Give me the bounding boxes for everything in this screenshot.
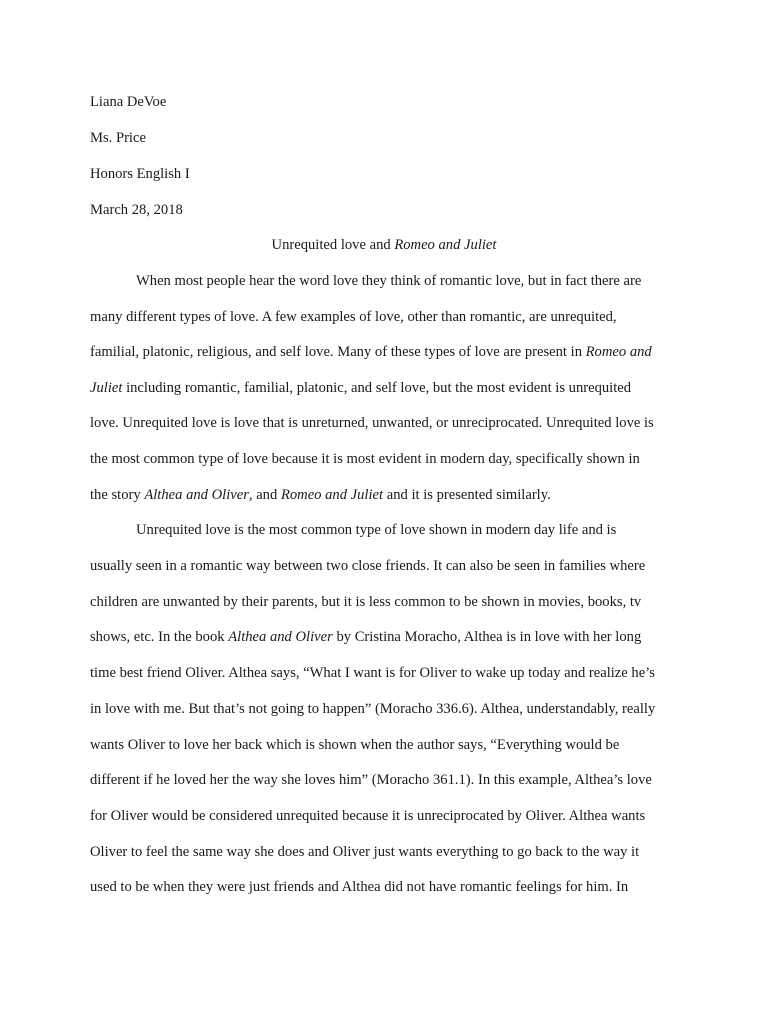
- paragraph-2-line-11: used to be when they were just friends and Althea did not have romantic feelings for him. In: [90, 879, 629, 895]
- paragraph-2-line-7: wants Oliver to love her back which is shown when the author says, “Everything would be: [90, 737, 620, 753]
- paragraph-1-line-7-text-a: the story: [90, 487, 145, 503]
- author-name: Liana DeVoe: [90, 94, 167, 110]
- essay-title: [0, 235, 768, 255]
- paragraph-1-line-7-text-b: , and: [248, 487, 281, 503]
- paragraph-1-line-6: the most common type of love because it is most evident in modern day, specifically shown in: [90, 451, 640, 467]
- paragraph-2-line-5: time best friend Oliver. Althea says, “What I want is for Oliver to wake up today and realize he’s: [90, 665, 655, 681]
- paragraph-1-line-7-italic-b: Romeo and Juliet: [280, 487, 384, 503]
- paragraph-1-line-4-text: including romantic, familial, platonic, and self love, but the most evident is unrequited: [122, 380, 632, 396]
- essay-date: March 28, 2018: [90, 202, 183, 218]
- paragraph-1-line-4-italic: Juliet: [90, 380, 123, 396]
- paragraph-1-line-7-italic-a: Althea and Oliver: [144, 487, 249, 503]
- paragraph-2-line-8: different if he loved her the way she loves him” (Moracho 361.1). In this example, Althea’s love: [90, 772, 652, 788]
- title-prefix: Unrequited love and: [271, 237, 395, 253]
- title-work: Romeo and Juliet: [394, 237, 497, 253]
- paragraph-1-line-1: When most people hear the word love they think of romantic love, but in fact there are: [136, 273, 642, 289]
- paragraph-2-line-3: children are unwanted by their parents, but it is less common to be shown in movies, books, tv: [90, 594, 642, 610]
- paragraph-1-line-2: many different types of love. A few examples of love, other than romantic, are unrequited,: [90, 309, 617, 325]
- paragraph-2-line-2: usually seen in a romantic way between two close friends. It can also be seen in families where: [90, 558, 646, 574]
- paragraph-2-line-4-text-a: shows, etc. In the book: [90, 629, 229, 645]
- paragraph-1-line-4: [90, 378, 631, 398]
- paragraph-2-line-4-italic: Althea and Oliver: [228, 629, 333, 645]
- paragraph-1-line-3-text: familial, platonic, religious, and self love. Many of these types of love are present in: [90, 344, 586, 360]
- paragraph-2-line-4-text-b: by Cristina Moracho, Althea is in love with her long: [332, 629, 642, 645]
- teacher-name: Ms. Price: [90, 130, 146, 146]
- paragraph-1-line-7-text-c: and it is presented similarly.: [383, 487, 551, 503]
- paragraph-2-line-1: Unrequited love is the most common type of love shown in modern day life and is: [136, 522, 617, 538]
- course-name: Honors English I: [90, 166, 190, 182]
- paragraph-1-line-5: love. Unrequited love is love that is unreturned, unwanted, or unreciprocated. Unrequited love is: [90, 415, 654, 431]
- paragraph-1-line-3: [90, 342, 652, 362]
- paragraph-1-line-7: [90, 485, 551, 505]
- paragraph-2-line-10: Oliver to feel the same way she does and Oliver just wants everything to go back to the way it: [90, 844, 640, 860]
- paragraph-1-line-3-italic: Romeo and: [585, 344, 652, 360]
- paragraph-2-line-9: for Oliver would be considered unrequited because it is unreciprocated by Oliver. Althea wants: [90, 808, 646, 824]
- paragraph-2-line-6: in love with me. But that’s not going to happen” (Moracho 336.6). Althea, understandably, really: [90, 701, 656, 717]
- paragraph-2-line-4: [90, 627, 641, 647]
